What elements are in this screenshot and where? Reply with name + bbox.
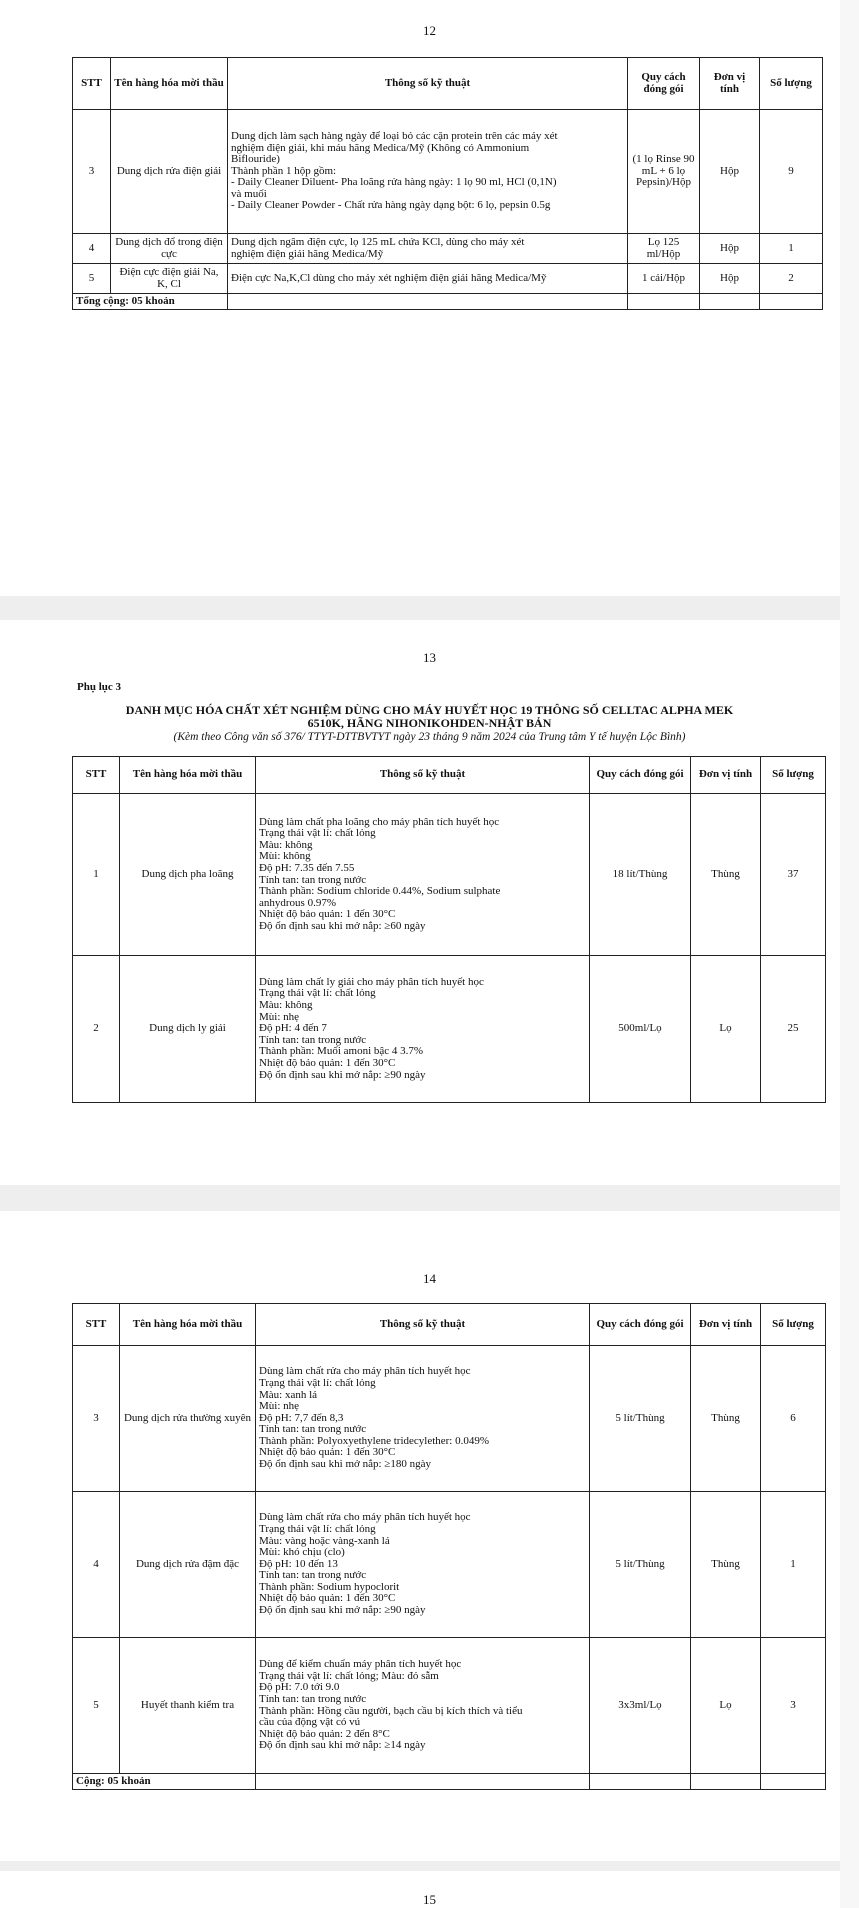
spec-line: Trạng thái vật lí: chất lỏng <box>259 827 376 840</box>
spec-line: Dùng làm chất rửa cho máy phân tích huyết học <box>259 1511 471 1524</box>
spec-line: Màu: vàng hoặc vàng-xanh lá <box>259 1534 390 1547</box>
empty-cell <box>228 294 628 310</box>
spec-line: Dùng để kiểm chuẩn máy phân tích huyết học <box>259 1658 462 1671</box>
spec-line: Thành phần: Hồng cầu người, bạch cầu bị kích thích và tiểu <box>259 1704 523 1717</box>
col-header-stt: STT <box>73 58 111 110</box>
empty-cell <box>760 294 823 310</box>
col-header-unit: Đơn vị tính <box>700 58 760 110</box>
spec-line: Mùi: nhẹ <box>259 1400 300 1413</box>
spec-line: Màu: không <box>259 838 313 851</box>
cell-qty: 1 <box>761 1492 826 1638</box>
cell-spec <box>256 1492 590 1638</box>
spec-line: Màu: không <box>259 999 313 1012</box>
table-row <box>73 234 823 264</box>
spec-line: Nhiệt độ bảo quản: 1 đến 30°C <box>259 1446 396 1459</box>
cell-qty: 9 <box>760 110 823 234</box>
spec-line: Độ ổn định sau khi mở nắp: ≥14 ngày <box>259 1739 426 1752</box>
spec-line: Nhiệt độ bảo quản: 1 đến 30°C <box>259 908 396 921</box>
col-header-unit: Đơn vị tính <box>691 757 761 794</box>
cell-spec <box>256 1346 590 1492</box>
title-line-2: 6510K, HÃNG NIHONIKOHDEN-NHẬT BẢN <box>307 716 552 730</box>
table-row <box>73 1638 826 1774</box>
spec-line: nghiệm điện giải hãng Medica/Mỹ <box>231 247 384 260</box>
cell-name: Dung dịch ly giải <box>120 956 256 1103</box>
cell-spec <box>256 1638 590 1774</box>
page-number: 14 <box>423 1271 436 1286</box>
cell-stt: 5 <box>73 264 111 294</box>
table-row <box>73 1346 826 1492</box>
spec-line: Tính tan: tan trong nước <box>259 1033 367 1046</box>
document-subtitle: (Kèm theo Công văn số 376/ TTYT-DTTBVTYT ngày 23 tháng 9 năm 2024 của Trung tâm Y tế huyện Lộc Bình) <box>173 731 686 743</box>
document-title <box>0 704 859 744</box>
cell-qty: 25 <box>761 956 826 1103</box>
spec-line: Tính tan: tan trong nước <box>259 1692 367 1705</box>
spec-line: Màu: xanh lá <box>259 1388 318 1401</box>
table-total-row <box>73 1774 826 1790</box>
spec-line: Dùng làm chất ly giải cho máy phân tích huyết học <box>259 975 484 988</box>
cell-stt: 2 <box>73 956 120 1103</box>
page-number: 12 <box>423 23 436 38</box>
page-gap <box>0 596 859 620</box>
cell-unit: Lọ <box>691 1638 761 1774</box>
spec-line: Điện cực Na,K,Cl dùng cho máy xét nghiệm điện giải hãng Medica/Mỹ <box>231 271 547 284</box>
cell-spec <box>228 234 628 264</box>
spec-line: Độ ổn định sau khi mở nắp: ≥90 ngày <box>259 1604 426 1617</box>
cell-stt: 3 <box>73 1346 120 1492</box>
empty-cell <box>691 1774 761 1790</box>
spec-line: Tính tan: tan trong nước <box>259 1423 367 1436</box>
cell-pack: 3x3ml/Lọ <box>590 1638 691 1774</box>
table-page-14 <box>72 1303 826 1790</box>
cell-spec <box>228 264 628 294</box>
cell-name: Dung dịch pha loãng <box>120 794 256 956</box>
col-header-qty: Số lượng <box>761 1304 826 1346</box>
cell-pack: (1 lọ Rinse 90 mL + 6 lọ Pepsin)/Hộp <box>628 110 700 234</box>
spec-line: Dùng làm chất pha loãng cho máy phân tích huyết học <box>259 815 500 828</box>
spec-line: cầu của động vật có vú <box>259 1716 361 1729</box>
spec-line: Độ pH: 7.0 tới 9.0 <box>259 1681 340 1694</box>
empty-cell <box>590 1774 691 1790</box>
spec-line: Thành phần: Muối amoni bậc 4 3.7% <box>259 1045 424 1058</box>
spec-line: Độ pH: 4 đến 7 <box>259 1022 327 1035</box>
cell-name: Dung dịch rửa đậm đặc <box>120 1492 256 1638</box>
cell-name: Huyết thanh kiểm tra <box>120 1638 256 1774</box>
spec-line: Tính tan: tan trong nước <box>259 1569 367 1582</box>
spec-line: nghiệm điện giải, khi máu hãng Medica/Mỹ (Không có Ammonium <box>231 141 530 154</box>
total-label: Tổng cộng: 05 khoản <box>73 294 228 310</box>
spec-line: Độ ổn định sau khi mở nắp: ≥90 ngày <box>259 1068 426 1081</box>
spec-line: Nhiệt độ bảo quản: 2 đến 8°C <box>259 1727 390 1740</box>
cell-pack: 18 lít/Thùng <box>590 794 691 956</box>
cell-spec <box>256 956 590 1103</box>
spec-line: Dung dịch làm sạch hàng ngày để loại bỏ các cặn protein trên các máy xét <box>231 129 558 142</box>
spec-line: Trạng thái vật lí: chất lỏng; Màu: đỏ sẫm <box>259 1669 439 1682</box>
cell-stt: 1 <box>73 794 120 956</box>
col-header-pack: Quy cách đóng gói <box>590 1304 691 1346</box>
page-number: 13 <box>423 650 436 665</box>
table-row <box>73 794 826 956</box>
cell-unit: Hộp <box>700 110 760 234</box>
cell-name: Dung dịch rửa điện giải <box>111 110 228 234</box>
spec-line: Tính tan: tan trong nước <box>259 873 367 886</box>
spec-line: Nhiệt độ bảo quản: 1 đến 30°C <box>259 1056 396 1069</box>
table-header-row <box>73 58 823 110</box>
spec-line: Mùi: nhẹ <box>259 1010 300 1023</box>
cell-pack: Lọ 125 ml/Hộp <box>628 234 700 264</box>
empty-cell <box>628 294 700 310</box>
spec-line: Nhiệt độ bảo quản: 1 đến 30°C <box>259 1592 396 1605</box>
spec-line: Thành phần: Sodium chloride 0.44%, Sodium sulphate <box>259 885 501 898</box>
col-header-stt: STT <box>73 757 120 794</box>
col-header-unit: Đơn vị tính <box>691 1304 761 1346</box>
cell-stt: 4 <box>73 234 111 264</box>
spec-line: Mùi: khó chịu (clo) <box>259 1546 345 1559</box>
cell-qty: 3 <box>761 1638 826 1774</box>
cell-pack: 5 lít/Thùng <box>590 1346 691 1492</box>
table-row <box>73 110 823 234</box>
spec-line: Trạng thái vật lí: chất lỏng <box>259 987 376 1000</box>
cell-qty: 37 <box>761 794 826 956</box>
cell-unit: Hộp <box>700 264 760 294</box>
spec-line: và muối <box>231 187 267 200</box>
table-header-row <box>73 1304 826 1346</box>
col-header-spec: Thông số kỹ thuật <box>228 58 628 110</box>
empty-cell <box>700 294 760 310</box>
cell-name: Điện cực điện giải Na, K, Cl <box>111 264 228 294</box>
spec-line: Thành phần: Sodium hypoclorit <box>259 1580 400 1593</box>
table-page-12 <box>72 57 823 310</box>
cell-pack: 1 cái/Hộp <box>628 264 700 294</box>
table-header-row <box>73 757 826 794</box>
title-line-1: DANH MỤC HÓA CHẤT XÉT NGHIỆM DÙNG CHO MÁY HUYẾT HỌC 19 THÔNG SỐ CELLTAC ALPHA MEK <box>125 703 734 717</box>
cell-unit: Lọ <box>691 956 761 1103</box>
col-header-stt: STT <box>73 1304 120 1346</box>
spec-line: - Daily Cleaner Powder - Chất rửa hàng ngày dạng bột: 6 lọ, pepsin 0.5g <box>231 199 551 212</box>
cell-name: Dung dịch đổ trong điện cực <box>111 234 228 264</box>
cell-qty: 6 <box>761 1346 826 1492</box>
cell-pack: 5 lít/Thùng <box>590 1492 691 1638</box>
col-header-name: Tên hàng hóa mời thầu <box>120 1304 256 1346</box>
col-header-spec: Thông số kỹ thuật <box>256 757 590 794</box>
cell-qty: 1 <box>760 234 823 264</box>
page-number: 15 <box>423 1892 436 1907</box>
cell-unit: Thùng <box>691 1492 761 1638</box>
table-row <box>73 1492 826 1638</box>
empty-cell <box>256 1774 590 1790</box>
spec-line: Trạng thái vật lí: chất lỏng <box>259 1522 376 1535</box>
cell-unit: Thùng <box>691 1346 761 1492</box>
cell-spec <box>256 794 590 956</box>
spec-line: Độ ổn định sau khi mở nắp: ≥180 ngày <box>259 1458 431 1471</box>
spec-line: Thành phần: Polyoxyethylene tridecylether: 0.049% <box>259 1434 490 1447</box>
cell-stt: 3 <box>73 110 111 234</box>
table-page-13 <box>72 756 826 1103</box>
table-total-row <box>73 294 823 310</box>
page-gap <box>0 1185 859 1211</box>
cell-unit: Hộp <box>700 234 760 264</box>
table-row <box>73 956 826 1103</box>
col-header-spec: Thông số kỹ thuật <box>256 1304 590 1346</box>
cell-qty: 2 <box>760 264 823 294</box>
col-header-pack: Quy cách đóng gói <box>590 757 691 794</box>
col-header-pack: Quy cách đóng gói <box>628 58 700 110</box>
cell-pack: 500ml/Lọ <box>590 956 691 1103</box>
cell-name: Dung dịch rửa thường xuyên <box>120 1346 256 1492</box>
col-header-name: Tên hàng hóa mời thầu <box>111 58 228 110</box>
cell-unit: Thùng <box>691 794 761 956</box>
spec-line: Độ pH: 10 đến 13 <box>259 1557 338 1570</box>
col-header-qty: Số lượng <box>760 58 823 110</box>
empty-cell <box>761 1774 826 1790</box>
cell-stt: 4 <box>73 1492 120 1638</box>
spec-line: anhydrous 0.97% <box>259 896 336 909</box>
spec-line: Độ pH: 7.35 đến 7.55 <box>259 861 355 874</box>
viewer-edge <box>840 0 859 1908</box>
cell-stt: 5 <box>73 1638 120 1774</box>
page-gap <box>0 1861 859 1871</box>
table-row <box>73 264 823 294</box>
col-header-qty: Số lượng <box>761 757 826 794</box>
spec-line: - Daily Cleaner Diluent- Pha loãng rửa hàng ngày: 1 lọ 90 ml, HCl (0,1N) <box>231 176 557 189</box>
cell-spec <box>228 110 628 234</box>
total-label: Cộng: 05 khoản <box>73 1774 256 1790</box>
col-header-name: Tên hàng hóa mời thầu <box>120 757 256 794</box>
spec-line: Độ ổn định sau khi mở nắp: ≥60 ngày <box>259 919 426 932</box>
spec-line: Biflouride) <box>231 153 280 166</box>
spec-line: Độ pH: 7,7 đến 8,3 <box>259 1411 344 1424</box>
appendix-label: Phụ lục 3 <box>77 681 122 693</box>
spec-line: Trạng thái vật lí: chất lỏng <box>259 1376 376 1389</box>
spec-line: Dung dịch ngâm điện cực, lọ 125 mL chứa KCl, dùng cho máy xét <box>231 235 525 248</box>
spec-line: Mùi: không <box>259 850 311 863</box>
spec-line: Dùng làm chất rửa cho máy phân tích huyết học <box>259 1365 471 1378</box>
spec-line: Thành phần 1 hộp gồm: <box>231 164 337 177</box>
